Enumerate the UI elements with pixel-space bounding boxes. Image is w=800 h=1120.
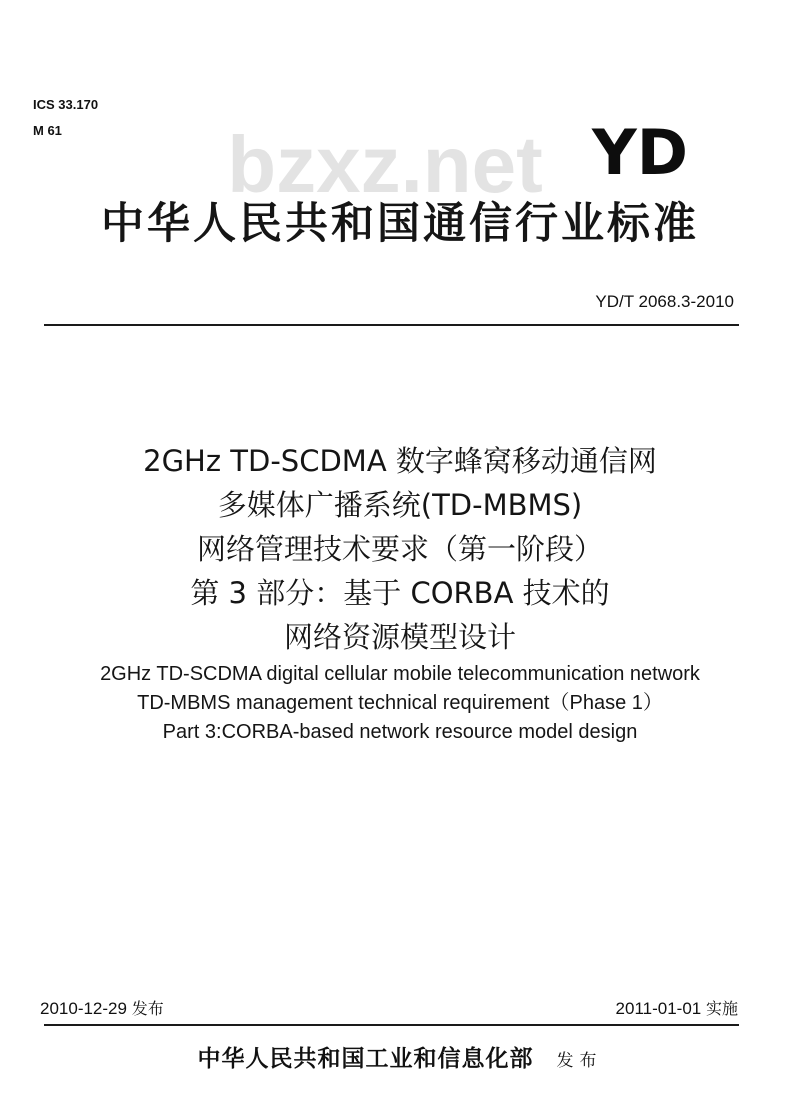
- page-title: 中华人民共和国通信行业标准: [101, 199, 699, 249]
- ccs-code: M 61: [33, 123, 62, 138]
- ics-code: ICS 33.170: [33, 97, 99, 112]
- issue-date-value: 2010-12-29: [40, 999, 127, 1018]
- yd-logo: [590, 122, 690, 178]
- standard-number: YD/T 2068.3-2010: [595, 292, 734, 311]
- top-divider: [44, 324, 739, 326]
- issue-date-label: 发布: [131, 999, 164, 1018]
- en-title-line-3: Part 3:CORBA-based network resource model design: [162, 721, 638, 743]
- english-title-block: [0, 660, 800, 747]
- en-title-line-1: 2GHz TD-SCDMA digital cellular mobile telecommunication network: [100, 663, 700, 685]
- cn-title-line-2: 多媒体广播系统(TD-MBMS): [217, 488, 583, 522]
- cn-title-line-3: 网络管理技术要求（第一阶段）: [196, 532, 603, 566]
- issuer-organization: 中华人民共和国工业和信息化部: [197, 1045, 534, 1072]
- watermark-text: bzxz.net: [227, 120, 543, 209]
- cn-title-line-4: 第 3 部分：基于 CORBA 技术的: [190, 576, 610, 610]
- chinese-title-block: [0, 439, 800, 659]
- logo-text: YD: [591, 122, 688, 178]
- issue-date: [40, 998, 164, 1020]
- en-title-line-2: TD-MBMS management technical requirement（Phase 1）: [137, 692, 663, 714]
- implement-date-value: 2011-01-01: [615, 999, 702, 1018]
- cn-title-line-5: 网络资源模型设计: [283, 620, 516, 654]
- issuer: [0, 1040, 800, 1073]
- implement-date-label: 实施: [705, 999, 738, 1018]
- implement-date: [616, 998, 738, 1020]
- issuer-action: 发布: [556, 1051, 603, 1071]
- cn-title-line-1: 2GHz TD-SCDMA 数字蜂窝移动通信网: [143, 444, 657, 478]
- bottom-divider: [44, 1024, 739, 1026]
